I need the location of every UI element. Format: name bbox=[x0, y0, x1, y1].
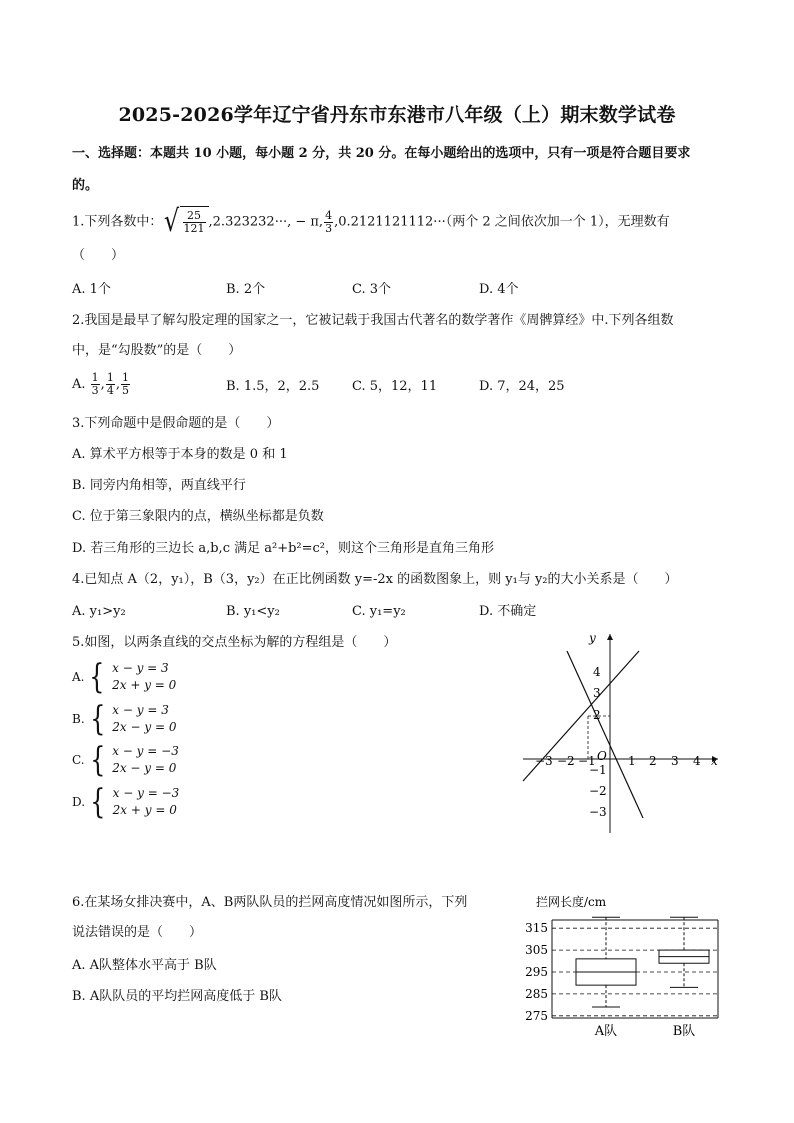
q4-option-c[interactable]: C. y₁=y₂ bbox=[352, 604, 406, 619]
fraction-denominator: 3 bbox=[91, 384, 99, 397]
q3-option-b[interactable]: B. 同旁内角相等，两直线平行 bbox=[72, 478, 246, 493]
q5-option-a[interactable] bbox=[72, 657, 177, 697]
category-label: A队 bbox=[594, 1024, 618, 1039]
q4-option-a[interactable]: A. y₁>y₂ bbox=[72, 604, 126, 619]
question-3-stem: 3.下列命题中是假命题的是（ ） bbox=[72, 416, 280, 431]
question-5-stem: 5.如图，以两条直线的交点坐标为解的方程组是（ ） bbox=[72, 635, 397, 650]
y-tick-label: −3 bbox=[589, 805, 607, 819]
page-title: 2025-2026学年辽宁省丹东市东港市八年级（上）期末数学试卷 bbox=[118, 104, 676, 126]
sqrt-numerator: 25 bbox=[183, 210, 206, 223]
question-6-line1: 6.在某场女排决赛中，A、B两队队员的拦网高度情况如图所示，下列 bbox=[72, 895, 468, 910]
q6-option-a[interactable]: A. A队整体水平高于 B队 bbox=[72, 958, 217, 973]
q1-fraction bbox=[324, 210, 333, 235]
option-label: A. bbox=[72, 377, 86, 392]
question-1-stem bbox=[72, 206, 670, 238]
q2-option-c[interactable]: C. 5，12，11 bbox=[352, 379, 438, 394]
y-tick-label: 275 bbox=[525, 1008, 548, 1023]
y-tick-label: 305 bbox=[525, 943, 548, 958]
y-axis-label: y bbox=[589, 631, 596, 645]
q3-option-a[interactable]: A. 算术平方根等于本身的数是 0 和 1 bbox=[72, 447, 288, 462]
q1-option-b[interactable]: B. 2个 bbox=[226, 282, 266, 297]
x-axis-label: x bbox=[711, 754, 718, 768]
origin-label: O bbox=[597, 749, 607, 763]
section-heading-line2: 的。 bbox=[72, 178, 99, 193]
q2-option-a[interactable]: A. $\frac{1}{3}$ , $\frac{1}{4}$ , $\frac{1}{5}$ bbox=[72, 371, 129, 397]
fraction-numerator: 4 bbox=[325, 208, 333, 222]
equation-1: x − y = 3 bbox=[112, 661, 169, 675]
fraction-numerator: 1 bbox=[106, 371, 114, 384]
x-tick-label: 2 bbox=[649, 754, 657, 768]
category-label: B队 bbox=[672, 1024, 696, 1039]
box-plot-chart bbox=[510, 890, 730, 1050]
x-tick-label: 4 bbox=[693, 754, 701, 768]
y-tick-label: −2 bbox=[589, 784, 607, 798]
option-label: A. bbox=[72, 670, 85, 684]
chart-ylabel: 拦网长度/cm bbox=[536, 895, 607, 909]
y-tick-label: 4 bbox=[593, 665, 601, 679]
q1-mid: ,2.323232···, − π, bbox=[208, 214, 324, 230]
q1-option-c[interactable]: C. 3个 bbox=[352, 282, 392, 297]
equation-2: 2x − y = 0 bbox=[112, 720, 177, 734]
y-tick-label: 295 bbox=[525, 965, 548, 979]
brace-icon: { bbox=[89, 699, 106, 739]
q1-option-a[interactable]: A. 1个 bbox=[72, 282, 111, 297]
y-tick-label: 285 bbox=[525, 986, 548, 1001]
y-tick-label: 315 bbox=[525, 921, 548, 936]
brace-icon: { bbox=[89, 657, 105, 697]
y-tick-label: 2 bbox=[593, 708, 601, 722]
x-tick-label: 1 bbox=[628, 754, 636, 768]
option-label: B. bbox=[72, 712, 85, 726]
coordinate-graph bbox=[515, 628, 725, 838]
x-tick-label: 3 bbox=[671, 754, 679, 768]
q1-option-d[interactable]: D. 4个 bbox=[479, 282, 519, 297]
y-tick-label: 3 bbox=[593, 686, 601, 700]
fraction-denominator: 3 bbox=[325, 221, 333, 235]
x-tick-label: −2 bbox=[557, 754, 575, 768]
fraction-denominator: 5 bbox=[121, 384, 129, 397]
box-a bbox=[576, 917, 636, 1007]
equation-1: x − y = −3 bbox=[112, 744, 179, 758]
box-b bbox=[659, 917, 709, 987]
fraction bbox=[91, 372, 100, 397]
brace-icon: { bbox=[89, 740, 105, 780]
question-2-line2: 中，是“勾股数”的是（ ） bbox=[72, 343, 242, 358]
equation-2: 2x + y = 0 bbox=[112, 803, 177, 817]
q5-option-c[interactable] bbox=[72, 740, 179, 780]
question-6-line2: 说法错误的是（ ） bbox=[72, 925, 203, 940]
fraction-numerator: 1 bbox=[121, 371, 129, 384]
sqrt-expression: √ $\frac{25}{121}$ bbox=[162, 206, 208, 238]
q3-option-c[interactable]: C. 位于第三象限内的点，横纵坐标都是负数 bbox=[72, 509, 324, 524]
y-tick-label: −1 bbox=[589, 763, 607, 777]
q3-option-d[interactable]: D. 若三角形的三边长 a,b,c 满足 a²+b²=c²，则这个三角形是直角三角形 bbox=[72, 541, 495, 556]
q2-option-b[interactable]: B. 1.5，2，2.5 bbox=[226, 379, 320, 394]
q2-option-d[interactable]: D. 7，24，25 bbox=[479, 379, 565, 394]
q1-blank: （ ） bbox=[72, 248, 125, 263]
section-heading-line1: 一、选择题：本题共 10 小题，每小题 2 分，共 20 分。在每小题给出的选项中，只有一项是符合题目要求 bbox=[72, 146, 691, 161]
x-tick-label: −3 bbox=[535, 754, 553, 768]
brace-icon: { bbox=[90, 782, 106, 822]
equation-1: x − y = −3 bbox=[112, 786, 180, 800]
fraction bbox=[106, 372, 115, 397]
q5-option-d[interactable] bbox=[72, 782, 180, 822]
fraction-denominator: 4 bbox=[106, 384, 114, 397]
equation-2: 2x + y = 0 bbox=[112, 678, 177, 692]
equation-2: 2x − y = 0 bbox=[112, 761, 177, 775]
equation-1: x − y = 3 bbox=[112, 703, 169, 717]
fraction bbox=[121, 372, 130, 397]
question-4-stem: 4.已知点 A（2，y₁），B（3，y₂）在正比例函数 y=-2x 的函数图象上，则 y₁与 y₂的大小关系是（ ） bbox=[72, 572, 678, 587]
option-label: C. bbox=[72, 753, 85, 767]
sqrt-denominator: 121 bbox=[183, 222, 205, 235]
q6-option-b[interactable]: B. A队队员的平均拦网高度低于 B队 bbox=[72, 989, 282, 1004]
x-tick-label: −1 bbox=[578, 754, 596, 768]
option-label: D. bbox=[72, 795, 86, 809]
q4-option-b[interactable]: B. y₁<y₂ bbox=[226, 604, 280, 619]
question-2-line1: 2.我国是最早了解勾股定理的国家之一，它被记载于我国古代著名的数学著作《周髀算经》中.下列各组数 bbox=[72, 313, 674, 328]
q4-option-d[interactable]: D. 不确定 bbox=[479, 604, 537, 619]
q1-suffix: ,0.2121121112···（两个 2 之间依次加一个 1），无理数有 bbox=[334, 214, 670, 230]
q5-option-b[interactable] bbox=[72, 699, 177, 739]
fraction-numerator: 1 bbox=[91, 371, 99, 384]
q1-prefix: 1.下列各数中： bbox=[72, 214, 163, 230]
